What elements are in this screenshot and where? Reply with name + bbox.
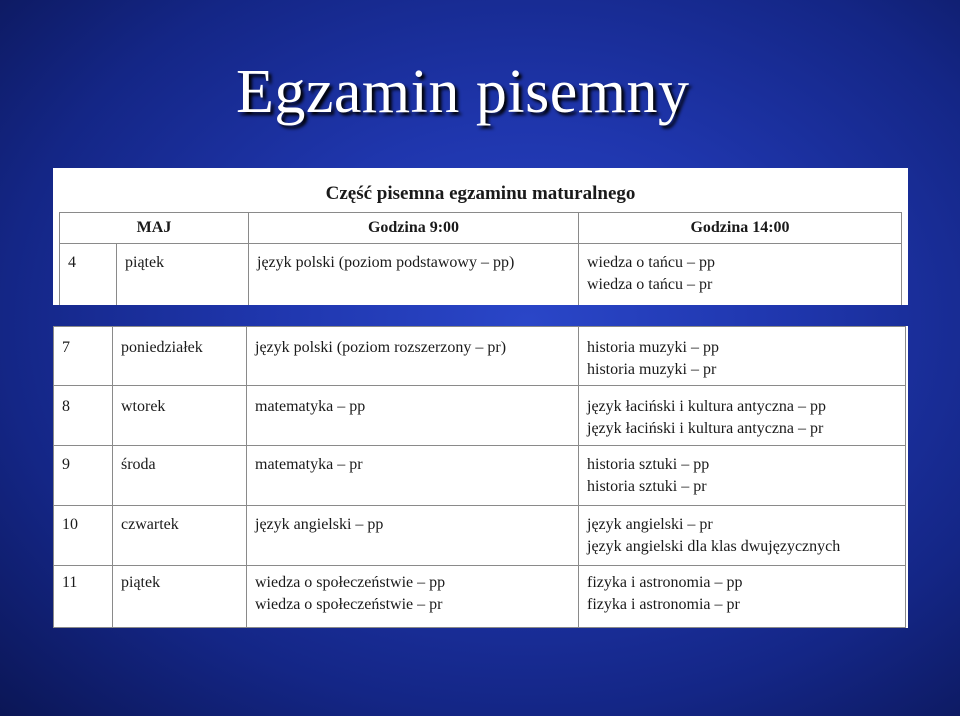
exam-afternoon: historia muzyki – pp [587, 339, 719, 356]
weekday: piątek [125, 254, 165, 271]
day-number: 7 [62, 339, 70, 356]
weekday-cell [113, 566, 247, 628]
exam-afternoon: fizyka i astronomia – pp [587, 574, 743, 591]
afternoon-cell [579, 326, 906, 386]
exam-afternoon: wiedza o tańcu – pr [587, 276, 713, 293]
day-number: 11 [62, 574, 78, 591]
exam-afternoon: historia sztuki – pr [587, 478, 707, 495]
table-row [53, 446, 113, 506]
table-caption: Część pisemna egzaminu maturalnego [59, 176, 902, 213]
weekday-cell [113, 326, 247, 386]
exam-morning: matematyka – pp [255, 398, 366, 415]
header-afternoon: Godzina 14:00 [579, 212, 902, 244]
weekday: wtorek [121, 398, 166, 415]
exam-afternoon: język łaciński i kultura antyczna – pr [587, 420, 824, 437]
morning-cell [247, 446, 579, 506]
exam-morning: matematyka – pr [255, 456, 363, 473]
schedule-table-bottom [53, 326, 908, 628]
table-row [53, 326, 113, 386]
morning-cell [249, 244, 579, 305]
afternoon-cell [579, 244, 902, 305]
weekday: piątek [121, 574, 161, 591]
table-row [53, 386, 113, 446]
weekday: poniedziałek [121, 339, 203, 356]
exam-afternoon: wiedza o tańcu – pp [587, 254, 715, 271]
weekday: środa [121, 456, 156, 473]
afternoon-cell [579, 506, 906, 566]
slide-title: Egzamin pisemny [236, 58, 690, 126]
day-number: 9 [62, 456, 70, 473]
weekday: czwartek [121, 516, 179, 533]
afternoon-cell [579, 566, 906, 628]
morning-cell [247, 386, 579, 446]
weekday-cell [113, 506, 247, 566]
exam-afternoon: historia muzyki – pr [587, 361, 717, 378]
afternoon-cell [579, 386, 906, 446]
afternoon-cell [579, 446, 906, 506]
morning-cell [247, 506, 579, 566]
exam-morning: wiedza o społeczeństwie – pp [255, 574, 446, 591]
table-row [53, 506, 113, 566]
exam-afternoon: język angielski – pr [587, 516, 713, 533]
exam-afternoon: historia sztuki – pp [587, 456, 710, 473]
morning-cell [247, 566, 579, 628]
weekday-cell [117, 244, 249, 305]
exam-morning: wiedza o społeczeństwie – pr [255, 596, 443, 613]
schedule-table-top [53, 168, 908, 305]
exam-morning: język polski (poziom podstawowy – pp) [257, 254, 515, 271]
table-row [59, 244, 117, 305]
morning-cell [247, 326, 579, 386]
day-number: 8 [62, 398, 70, 415]
table-row [53, 566, 113, 628]
weekday-cell [113, 446, 247, 506]
exam-afternoon: fizyka i astronomia – pr [587, 596, 740, 613]
exam-morning: język polski (poziom rozszerzony – pr) [255, 339, 507, 356]
header-morning: Godzina 9:00 [249, 212, 579, 244]
exam-afternoon: język łaciński i kultura antyczna – pp [587, 398, 827, 415]
weekday-cell [113, 386, 247, 446]
header-month: MAJ [59, 212, 249, 244]
exam-morning: język angielski – pp [255, 516, 384, 533]
day-number: 4 [68, 254, 76, 271]
day-number: 10 [62, 516, 78, 533]
exam-afternoon: język angielski dla klas dwujęzycznych [587, 538, 841, 555]
